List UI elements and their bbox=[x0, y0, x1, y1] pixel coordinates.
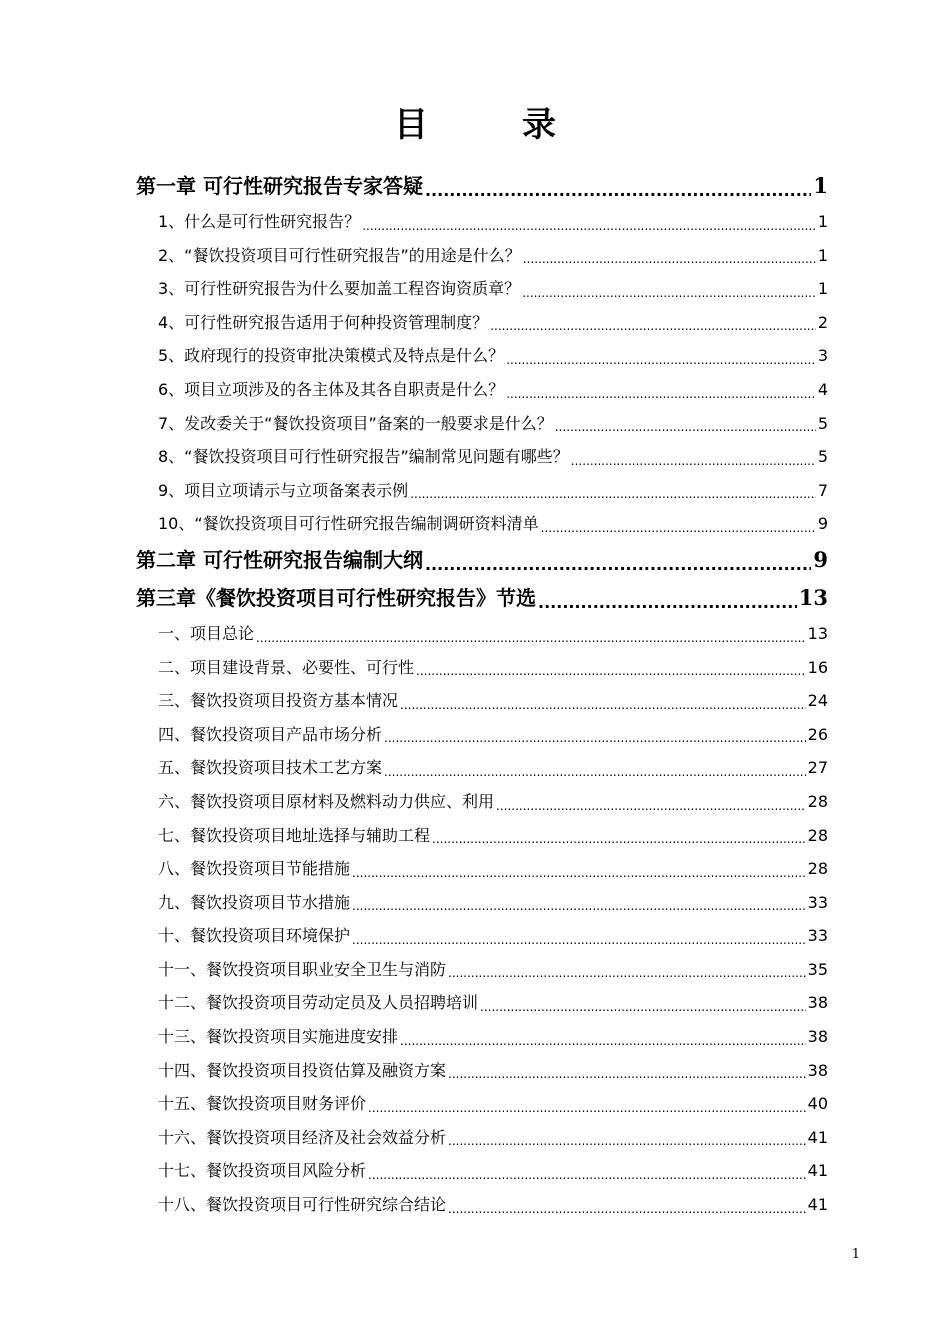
toc-entry-label: 九、餐饮投资项目节水措施 bbox=[158, 892, 351, 912]
toc-leader-dots bbox=[506, 339, 816, 373]
toc-entry-page: 24 bbox=[807, 691, 828, 711]
toc-entry-label: 十六、餐饮投资项目经济及社会效益分析 bbox=[158, 1127, 447, 1147]
toc-leader-dots bbox=[555, 407, 816, 441]
toc-leader-dots bbox=[384, 751, 806, 785]
toc-item[interactable] bbox=[136, 1154, 828, 1188]
toc-item[interactable] bbox=[136, 953, 828, 987]
toc-entry-page: 40 bbox=[807, 1094, 828, 1114]
toc-leader-dots bbox=[538, 579, 797, 617]
toc-item[interactable] bbox=[136, 239, 828, 273]
toc-item[interactable] bbox=[136, 373, 828, 407]
toc-entry-page: 3 bbox=[817, 346, 828, 366]
toc-entry-label: 五、餐饮投资项目技术工艺方案 bbox=[158, 758, 383, 778]
page-title: 目 录 bbox=[394, 105, 586, 145]
table-of-contents bbox=[136, 167, 828, 1222]
toc-entry-page: 13 bbox=[807, 623, 828, 643]
toc-entry-label: 十一、餐饮投资项目职业安全卫生与消防 bbox=[158, 959, 447, 979]
toc-entry-page: 4 bbox=[817, 379, 828, 399]
toc-entry-page: 5 bbox=[817, 447, 828, 467]
toc-entry-page: 5 bbox=[817, 413, 828, 433]
toc-chapter-3[interactable] bbox=[136, 579, 828, 617]
toc-item[interactable] bbox=[136, 1188, 828, 1222]
toc-item[interactable] bbox=[136, 1121, 828, 1155]
toc-entry-label: 1、什么是可行性研究报告？ bbox=[158, 212, 361, 231]
toc-entry-page: 28 bbox=[807, 859, 828, 879]
toc-entry-page: 16 bbox=[807, 657, 828, 677]
toc-item[interactable] bbox=[136, 339, 828, 373]
toc-entry-page: 13 bbox=[798, 584, 828, 610]
toc-item[interactable] bbox=[136, 617, 828, 651]
toc-leader-dots bbox=[368, 1154, 806, 1188]
toc-entry-page: 1 bbox=[817, 279, 828, 299]
toc-entry-label: 8、“餐饮投资项目可行性研究报告”编制常见问题有哪些？ bbox=[158, 447, 569, 467]
toc-entry-page: 27 bbox=[807, 758, 828, 778]
toc-item[interactable] bbox=[136, 507, 828, 541]
toc-leader-dots bbox=[352, 919, 806, 953]
toc-entry-label: 3、可行性研究报告为什么要加盖工程咨询资质章？ bbox=[158, 279, 521, 299]
toc-item[interactable] bbox=[136, 886, 828, 920]
toc-entry-label: 5、政府现行的投资审批决策模式及特点是什么？ bbox=[158, 346, 505, 366]
toc-entry-label: 第三章《餐饮投资项目可行性研究报告》节选 bbox=[136, 585, 536, 610]
toc-entry-label: 十五、餐饮投资项目财务评价 bbox=[158, 1094, 367, 1114]
toc-entry-label: 十、餐饮投资项目环境保护 bbox=[158, 926, 351, 946]
toc-leader-dots bbox=[448, 1121, 806, 1155]
toc-leader-dots bbox=[400, 684, 806, 718]
toc-leader-dots bbox=[432, 819, 806, 853]
toc-leader-dots bbox=[448, 1188, 806, 1222]
toc-leader-dots bbox=[362, 205, 816, 239]
toc-chapter-1[interactable] bbox=[136, 167, 828, 205]
toc-entry-label: 十三、餐饮投资项目实施进度安排 bbox=[158, 1027, 399, 1047]
toc-entry-label: 十二、餐饮投资项目劳动定员及人员招聘培训 bbox=[158, 993, 479, 1013]
toc-item[interactable] bbox=[136, 751, 828, 785]
toc-leader-dots bbox=[425, 541, 811, 579]
toc-leader-dots bbox=[416, 651, 806, 685]
toc-item[interactable] bbox=[136, 785, 828, 819]
toc-entry-page: 9 bbox=[813, 546, 828, 572]
toc-leader-dots bbox=[448, 953, 806, 987]
toc-entry-page: 7 bbox=[817, 480, 828, 500]
toc-item[interactable] bbox=[136, 306, 828, 340]
toc-entry-label: 二、项目建设背景、必要性、可行性 bbox=[158, 657, 415, 677]
toc-entry-page: 26 bbox=[807, 724, 828, 744]
toc-entry-label: 6、项目立项涉及的各主体及其各自职责是什么？ bbox=[158, 379, 505, 399]
toc-leader-dots bbox=[523, 239, 816, 273]
toc-leader-dots bbox=[410, 474, 816, 508]
toc-leader-dots bbox=[368, 1087, 806, 1121]
toc-leader-dots bbox=[496, 785, 806, 819]
toc-entry-page: 33 bbox=[807, 892, 828, 912]
page-number: 1 bbox=[851, 1247, 860, 1262]
toc-item[interactable] bbox=[136, 718, 828, 752]
toc-item[interactable] bbox=[136, 272, 828, 306]
toc-entry-page: 1 bbox=[817, 212, 828, 231]
toc-entry-label: 十四、餐饮投资项目投资估算及融资方案 bbox=[158, 1060, 447, 1080]
toc-leader-dots bbox=[541, 507, 816, 541]
toc-leader-dots bbox=[352, 852, 806, 886]
toc-item[interactable] bbox=[136, 919, 828, 953]
toc-entry-page: 1 bbox=[813, 173, 828, 198]
toc-leader-dots bbox=[571, 440, 816, 474]
toc-item[interactable] bbox=[136, 651, 828, 685]
toc-entry-label: 十八、餐饮投资项目可行性研究综合结论 bbox=[158, 1195, 447, 1215]
toc-entry-page: 41 bbox=[807, 1127, 828, 1147]
toc-entry-page: 38 bbox=[807, 993, 828, 1013]
toc-item[interactable] bbox=[136, 205, 828, 239]
toc-entry-page: 41 bbox=[807, 1161, 828, 1181]
toc-entry-page: 1 bbox=[817, 245, 828, 265]
toc-entry-label: 一、项目总论 bbox=[158, 623, 255, 643]
toc-entry-label: 第二章 可行性研究报告编制大纲 bbox=[136, 547, 423, 572]
toc-entry-label: 10、“餐饮投资项目可行性研究报告编制调研资料清单 bbox=[158, 514, 539, 534]
toc-item[interactable] bbox=[136, 986, 828, 1020]
toc-entry-label: 七、餐饮投资项目地址选择与辅助工程 bbox=[158, 825, 431, 845]
toc-leader-dots bbox=[256, 617, 806, 651]
toc-entry-page: 28 bbox=[807, 791, 828, 811]
toc-entry-page: 35 bbox=[807, 959, 828, 979]
toc-leader-dots bbox=[480, 986, 806, 1020]
toc-entry-label: 4、可行性研究报告适用于何种投资管理制度？ bbox=[158, 312, 489, 332]
toc-leader-dots bbox=[425, 167, 811, 205]
toc-item[interactable] bbox=[136, 1020, 828, 1054]
toc-leader-dots bbox=[490, 306, 816, 340]
toc-entry-label: 六、餐饮投资项目原材料及燃料动力供应、利用 bbox=[158, 791, 495, 811]
toc-item[interactable] bbox=[136, 407, 828, 441]
toc-entry-page: 41 bbox=[807, 1195, 828, 1215]
toc-leader-dots bbox=[522, 272, 816, 306]
toc-item[interactable] bbox=[136, 474, 828, 508]
toc-entry-page: 28 bbox=[807, 825, 828, 845]
toc-entry-label: 9、项目立项请示与立项备案表示例 bbox=[158, 480, 409, 500]
toc-entry-label: 八、餐饮投资项目节能措施 bbox=[158, 859, 351, 879]
toc-entry-label: 三、餐饮投资项目投资方基本情况 bbox=[158, 691, 399, 711]
toc-item[interactable] bbox=[136, 1054, 828, 1088]
toc-entry-page: 2 bbox=[817, 312, 828, 332]
toc-entry-label: 2、“餐饮投资项目可行性研究报告”的用途是什么？ bbox=[158, 245, 521, 265]
toc-entry-page: 38 bbox=[807, 1060, 828, 1080]
toc-item[interactable] bbox=[136, 819, 828, 853]
toc-leader-dots bbox=[384, 718, 806, 752]
toc-entry-label: 7、发改委关于“餐饮投资项目”备案的一般要求是什么？ bbox=[158, 413, 553, 433]
toc-item[interactable] bbox=[136, 852, 828, 886]
toc-leader-dots bbox=[448, 1054, 806, 1088]
toc-leader-dots bbox=[400, 1020, 806, 1054]
toc-entry-page: 9 bbox=[817, 514, 828, 534]
toc-item[interactable] bbox=[136, 440, 828, 474]
toc-entry-label: 四、餐饮投资项目产品市场分析 bbox=[158, 724, 383, 744]
toc-entry-page: 33 bbox=[807, 926, 828, 946]
toc-chapter-2[interactable] bbox=[136, 541, 828, 579]
toc-item[interactable] bbox=[136, 1087, 828, 1121]
toc-entry-label: 十七、餐饮投资项目风险分析 bbox=[158, 1161, 367, 1181]
toc-leader-dots bbox=[352, 886, 806, 920]
toc-entry-label: 第一章 可行性研究报告专家答疑 bbox=[136, 174, 423, 198]
toc-item[interactable] bbox=[136, 684, 828, 718]
toc-leader-dots bbox=[506, 373, 816, 407]
toc-entry-page: 38 bbox=[807, 1027, 828, 1047]
